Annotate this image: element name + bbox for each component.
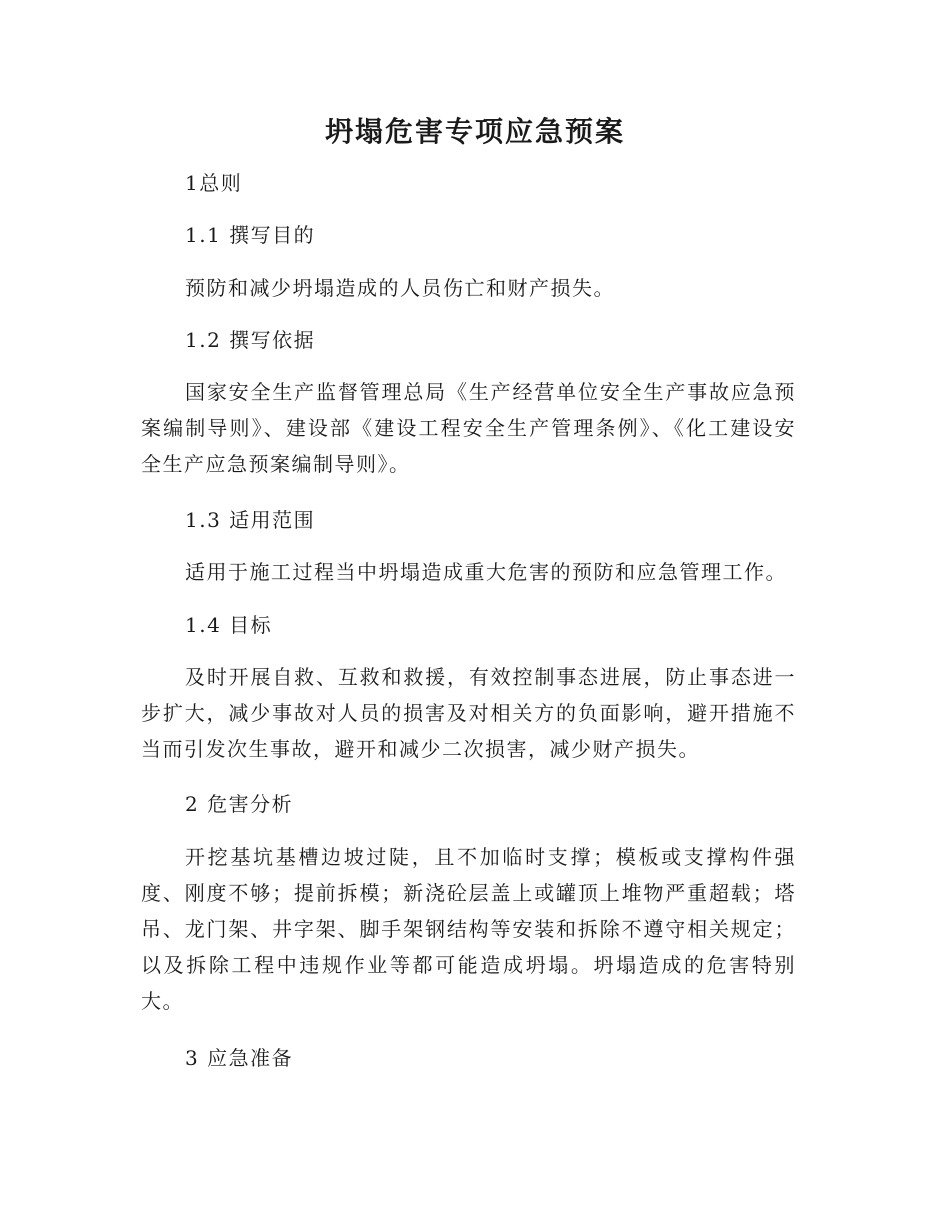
heading-basis: 1.2 撰写依据 xyxy=(185,328,316,352)
heading-hazard-analysis: 2 危害分析 xyxy=(185,792,294,816)
heading-goal: 1.4 目标 xyxy=(185,613,273,637)
heading-purpose: 1.1 撰写目的 xyxy=(185,223,316,247)
paragraph-scope: 适用于施工过程当中坍塌造成重大危害的预防和应急管理工作。 xyxy=(185,560,787,584)
heading-emergency-preparation: 3 应急准备 xyxy=(185,1046,294,1070)
paragraph-hazard-analysis: 开挖基坑基槽边坡过陡，且不加临时支撑；模板或支撑构件强度、刚度不够；提前拆模；新浇砼层盖上或罐顶上堆物严重超载；塔吊、龙门架、井字架、脚手架钢结构等安装和拆除不遵守相关规定；以及拆除工程中违规作业等都可能造成坍塌。坍塌造成的危害特别大。 xyxy=(141,845,796,1013)
paragraph-purpose: 预防和减少坍塌造成的人员伤亡和财产损失。 xyxy=(185,276,615,300)
paragraph-basis: 国家安全生产监督管理总局《生产经营单位安全生产事故应急预案编制导则》、建设部《建设工程安全生产管理条例》、《化工建设安全生产应急预案编制导则》。 xyxy=(141,380,796,476)
document-title: 坍塌危害专项应急预案 xyxy=(324,115,625,148)
heading-general: 1总则 xyxy=(185,171,243,195)
heading-scope: 1.3 适用范围 xyxy=(185,508,316,532)
paragraph-goal: 及时开展自救、互救和救援，有效控制事态进展，防止事态进一步扩大，减少事故对人员的损害及对相关方的负面影响，避开措施不当而引发次生事故，避开和减少二次损害，减少财产损失。 xyxy=(141,665,796,761)
